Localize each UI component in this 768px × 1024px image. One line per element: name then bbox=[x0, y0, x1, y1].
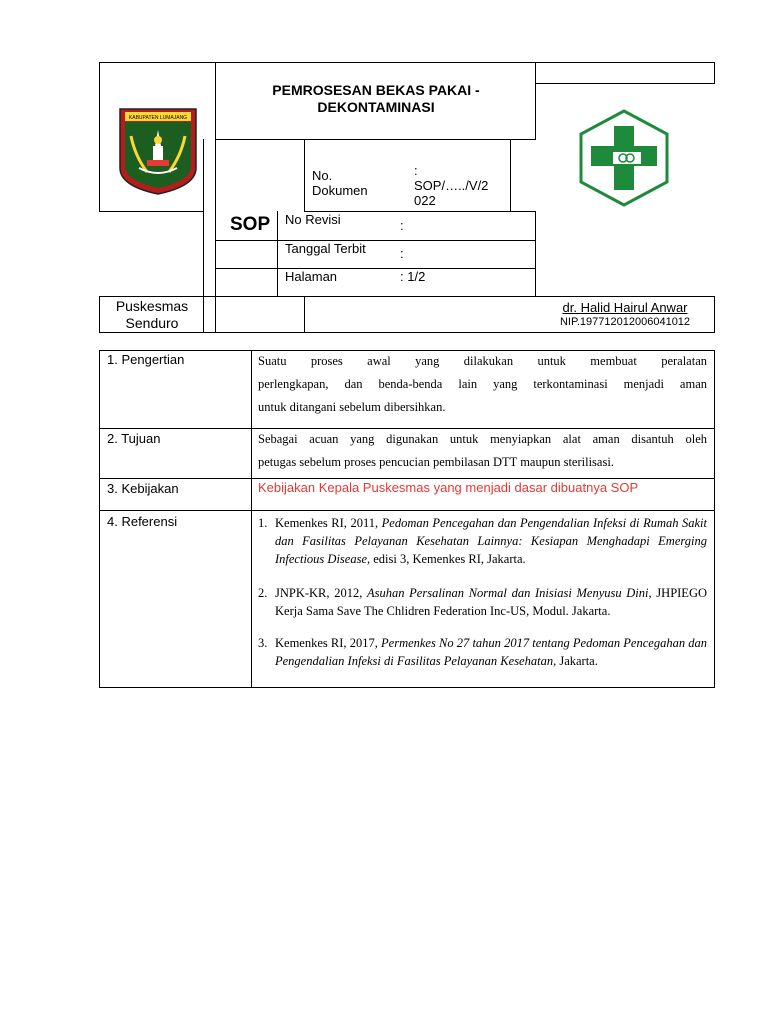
no-dokumen-label: No. Dokumen bbox=[312, 168, 368, 198]
kabupaten-emblem-icon bbox=[117, 106, 199, 196]
tujuan-text: Sebagai acuan yang digunakan untuk menyiapkan alat aman disantuh oleh petugas sebelum proses pencucian pembilasan DTT maupun sterilisasi. bbox=[258, 432, 707, 469]
kebijakan-label: 3. Kebijakan bbox=[107, 481, 179, 496]
halaman-value: : 1/2 bbox=[400, 269, 426, 284]
tujuan-label: 2. Tujuan bbox=[107, 431, 161, 446]
sop-label: SOP bbox=[230, 214, 271, 235]
puskesmas-logo-icon bbox=[575, 108, 673, 208]
no-revisi-label: No Revisi bbox=[285, 212, 341, 227]
no-dokumen-value: : SOP/…../V/2 022 bbox=[414, 163, 489, 208]
signatory-block bbox=[540, 300, 710, 328]
referensi-label: 4. Referensi bbox=[107, 514, 178, 529]
no-revisi-value: : bbox=[400, 218, 404, 233]
tanggal-terbit-label: Tanggal Terbit bbox=[285, 241, 366, 256]
signatory-nip: NIP.197712012006041012 bbox=[559, 316, 691, 328]
kebijakan-text: Kebijakan Kepala Puskesmas yang menjadi dasar dibuatnya SOP bbox=[258, 480, 639, 495]
tanggal-terbit-value: : bbox=[400, 246, 404, 261]
reference-item-3: 3. Kemenkes RI, 2017, Permenkes No 27 tahun 2017 tentang Pedoman Pencegahan dan Pengendalian Infeksi di Fasilitas Pelayanan Kesehatan, Jakarta. bbox=[258, 636, 707, 668]
pengertian-label: 1. Pengertian bbox=[107, 352, 185, 367]
reference-item-2: 2. JNPK-KR, 2012, Asuhan Persalinan Normal dan Inisiasi Menyusu Dini, JHPIEGO Kerja Sama Save The Chlidren Federation Inc-US, Modul. Jakarta. bbox=[258, 586, 707, 618]
pengertian-text: Suatu proses awal yang dilakukan untuk membuat peralatan perlengkapan, dan benda-benda lain yang terkontaminasi menjadi aman untuk ditangani sebelum dibersihkan. bbox=[258, 354, 707, 414]
puskesmas-name: Puskesmas Senduro bbox=[115, 298, 189, 331]
halaman-label: Halaman bbox=[285, 269, 338, 284]
reference-item-1: 1. Kemenkes RI, 2011, Pedoman Pencegahan dan Pengendalian Infeksi di Rumah Sakit dan Fasilitas Pelayanan Kesehatan Lainnya: Kesiapan Menghadapi Emerging Infectious Disease, edisi 3, Kemenkes RI, Jakarta. bbox=[258, 516, 708, 566]
signatory-name: dr. Halid Hairul Anwar bbox=[562, 300, 688, 315]
document-title: PEMROSESAN BEKAS PAKAI - DEKONTAMINASI bbox=[272, 82, 480, 115]
svg-text:KABUPATEN LUMAJANG: KABUPATEN LUMAJANG bbox=[128, 115, 188, 121]
